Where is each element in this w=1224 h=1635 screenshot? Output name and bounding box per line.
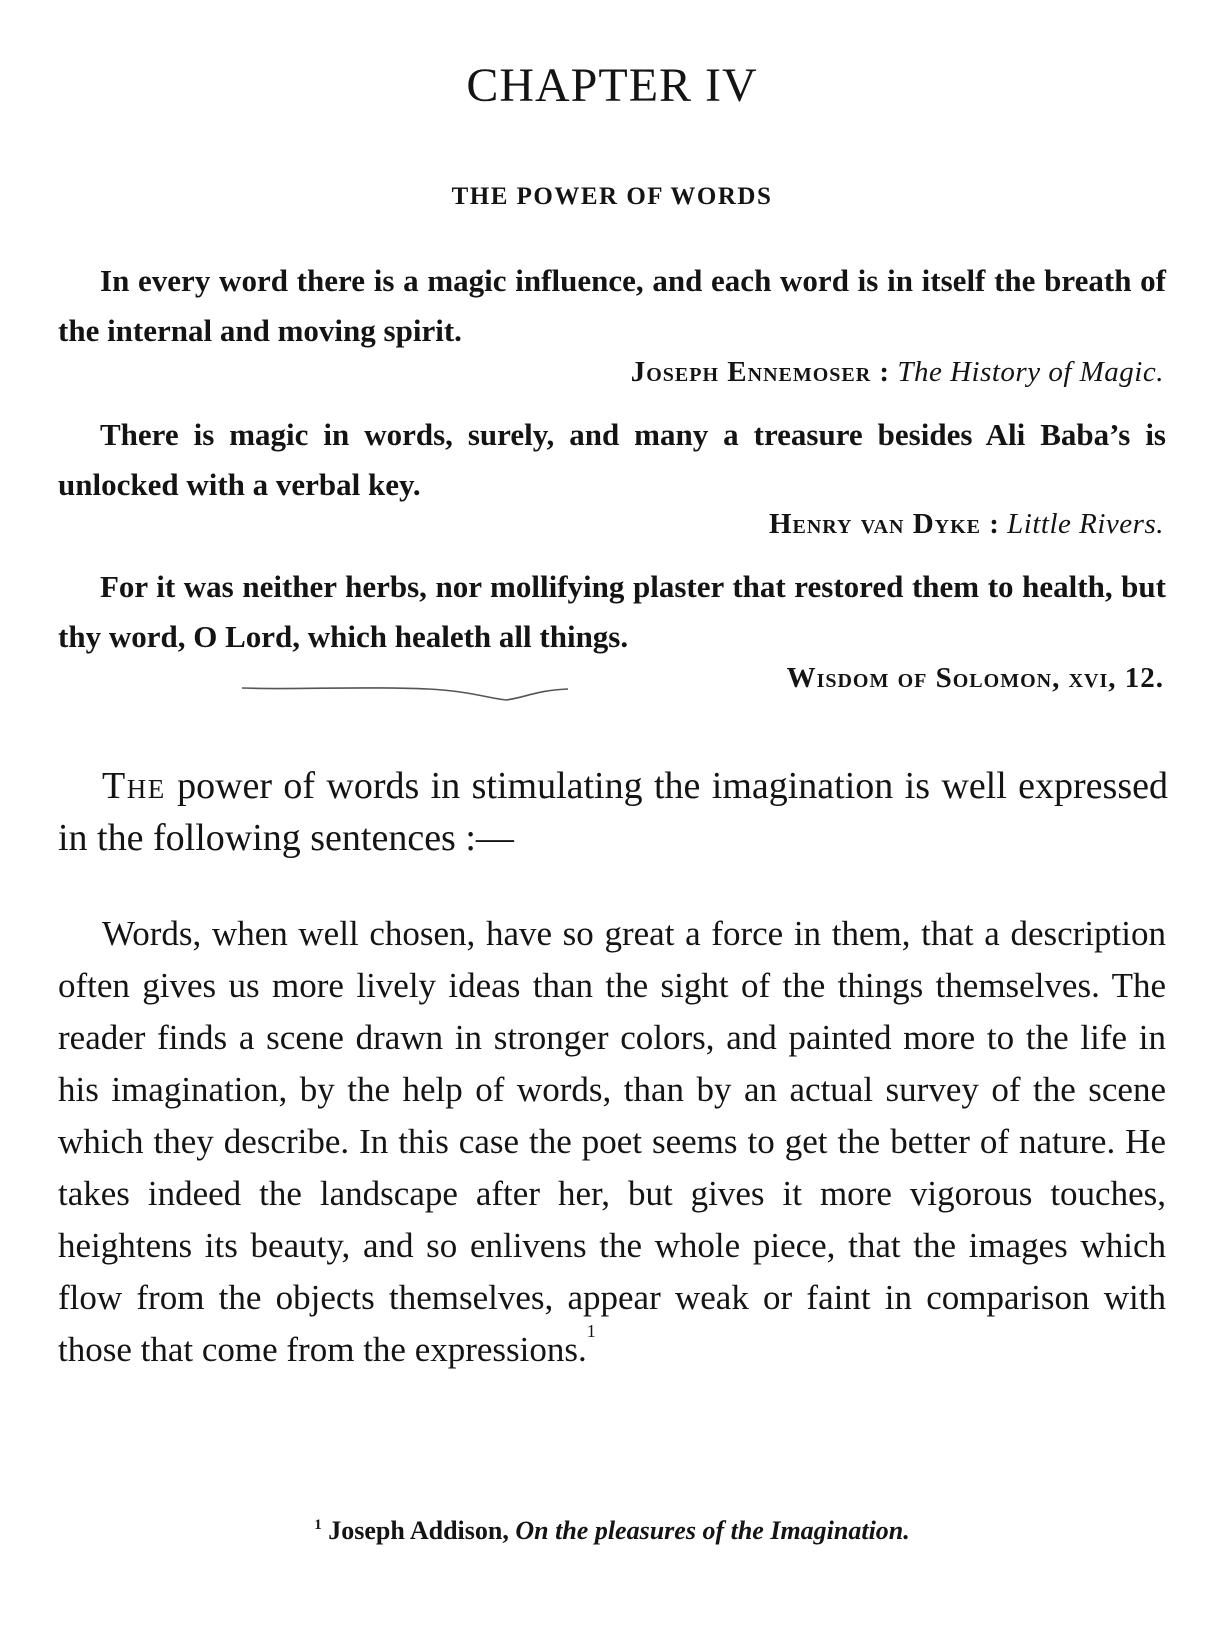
intro-lead-word: The [102,765,166,807]
epigraph-1-work: The History of Magic. [897,356,1164,388]
epigraph-2-author: Henry van Dyke : [768,508,1000,540]
chapter-title: CHAPTER IV [466,59,758,112]
intro-text: power of words in stimulating the imagination is well expressed in the following sentences :— [58,765,1168,859]
footnote [0,1518,1224,1544]
intro-paragraph [58,760,1168,864]
pencil-underline-mark [238,676,598,706]
epigraph-3-author: Wisdom of Solomon, xvi, 12. [786,662,1164,694]
epigraph-3-text: For it was neither herbs, nor mollifying plaster that restored them to health, but thy word, O Lord, which healeth all things. [58,569,1166,654]
quote-text: Words, when well chosen, have so great a force in them, that a description often gives us more lively ideas than the sight of the things themselves. The reader finds a scene drawn in stronger colors, and painted more to the life in his imagination, by the help of words, than by an actual survey of the scene which they describe. In this case the poet seems to get the better of nature. He takes indeed the landscape after her, but gives it more vigorous touches, heightens its beauty, and so enlivens the whole piece, that the images which flow from the objects themselves, appear weak or faint in comparison with those that come from the expressions. [58,914,1166,1369]
chapter-subtitle: THE POWER OF WORDS [451,183,773,210]
epigraph-1-text: In every word there is a magic influence, and each word is in itself the breath of the internal and moving spirit. [58,263,1166,348]
footnote-work: On the pleasures of the Imagination. [515,1516,910,1545]
epigraph-2-work: Little Rivers. [1007,508,1164,540]
footnote-author: Joseph Addison, [328,1516,509,1545]
footnote-mark: 1 [314,1517,322,1533]
epigraph-2-text: There is magic in words, surely, and many a treasure besides Ali Baba’s is unlocked with a verbal key. [58,417,1166,502]
epigraph-2-attribution [769,510,1164,539]
footnote-reference: 1 [586,1321,596,1341]
epigraph-1-attribution [631,358,1164,387]
epigraph-3-attribution [787,664,1164,693]
epigraph-1-author: Joseph Ennemoser : [630,356,891,388]
addison-quote [58,908,1166,1376]
